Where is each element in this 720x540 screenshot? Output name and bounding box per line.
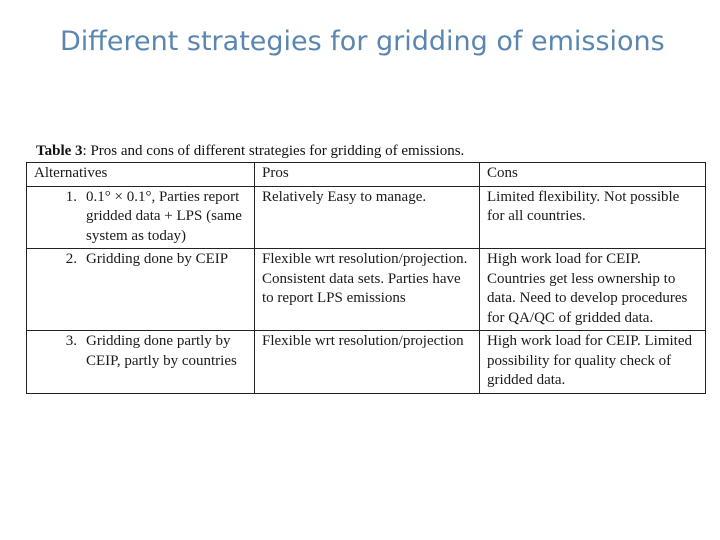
header-cons: Cons (480, 163, 706, 187)
table-caption (36, 143, 464, 160)
row-number: 1. (65, 188, 77, 205)
pros-cons-table (26, 162, 706, 394)
cons-cell: High work load for CEIP. Limited possibility for quality check of gridded data. (480, 331, 706, 394)
cons-cell: Limited flexibility. Not possible for all countries. (480, 186, 706, 249)
table-row (27, 331, 706, 394)
pros-cell: Relatively Easy to manage. (255, 186, 480, 249)
alternative-text: 0.1° × 0.1°, Parties report gridded data + LPS (same system as today) (86, 188, 242, 244)
row-number: 2. (65, 251, 77, 267)
cons-cell: High work load for CEIP. Countries get less ownership to data. Need to develop procedures for QA/QC of gridded data. (480, 249, 706, 331)
header-pros: Pros (255, 163, 480, 187)
pros-cell: Flexible wrt resolution/projection (255, 331, 480, 394)
table-row (27, 249, 706, 331)
table-caption-label: Table 3 (36, 143, 83, 159)
alternative-cell (27, 186, 255, 249)
alternative-text: Gridding done partly by CEIP, partly by countries (86, 333, 237, 369)
alternative-cell (27, 331, 255, 394)
row-number: 3. (65, 333, 77, 349)
pros-cell: Flexible wrt resolution/projection. Consistent data sets. Parties have to report LPS emissions (255, 249, 480, 331)
table-row (27, 186, 706, 249)
table-caption-text: : Pros and cons of different strategies for gridding of emissions. (82, 143, 465, 159)
slide-title: Different strategies for gridding of emissions (60, 26, 665, 57)
alternative-text: Gridding done by CEIP (86, 251, 229, 267)
table-header-row (27, 163, 706, 187)
alternative-cell (27, 249, 255, 331)
header-alternatives: Alternatives (27, 163, 255, 187)
